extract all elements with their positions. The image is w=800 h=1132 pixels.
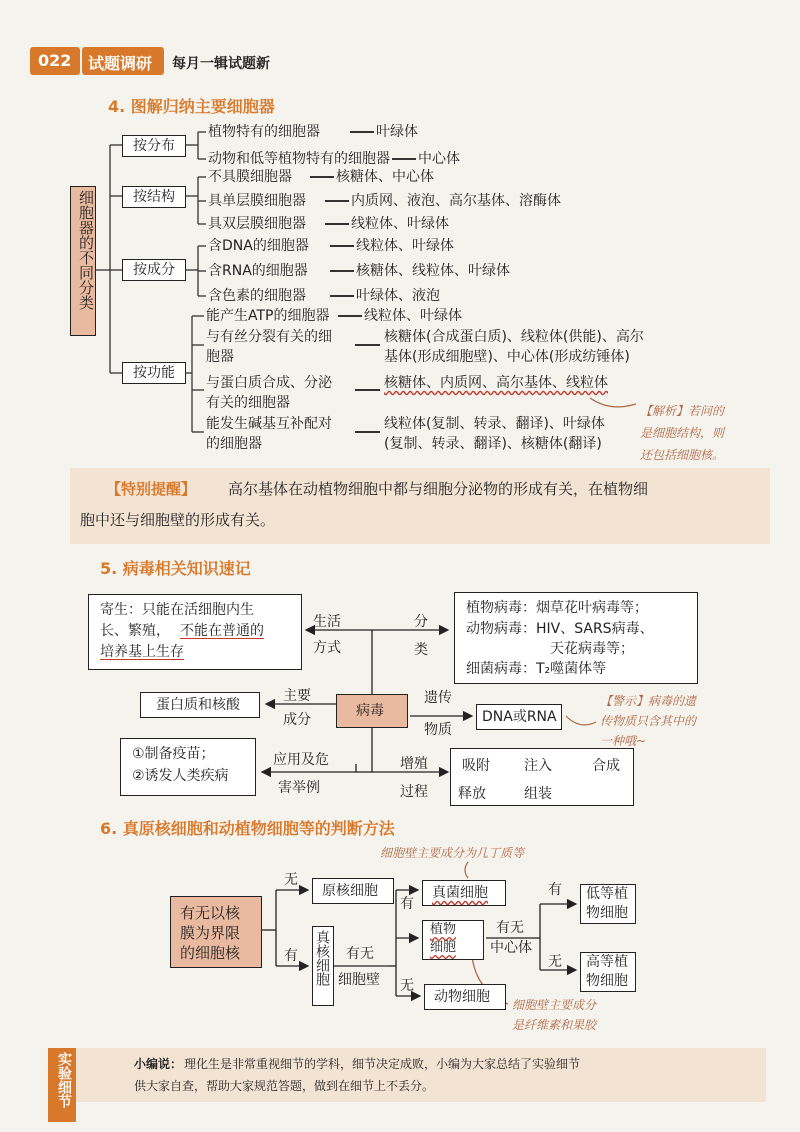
organelle-item-value: 内质网、液泡、高尔基体、溶酶体 xyxy=(351,193,561,209)
section4-title: 4. 图解归纳主要细胞器 xyxy=(108,97,275,116)
organelle-item-name: 含RNA的细胞器 xyxy=(208,263,308,279)
cat-composition-label: 按成分 xyxy=(133,262,175,278)
fungi-text: 真菌细胞 xyxy=(432,885,488,901)
branch-yes: 有 xyxy=(400,896,414,912)
branch-no: 无 xyxy=(548,954,562,970)
cat-distribution-label: 按分布 xyxy=(133,138,175,154)
application-label: 应用及危 xyxy=(273,752,329,768)
organelle-item-value: 中心体 xyxy=(418,151,460,167)
organelle-item-name: 含DNA的细胞器 xyxy=(208,238,309,254)
organelle-item-name: 具单层膜细胞器 xyxy=(208,193,306,209)
warning-note: 【警示】病毒的遗 xyxy=(600,694,697,708)
analysis-note: 是细胞结构，则 xyxy=(640,426,725,440)
genetic-text: DNA或RNA xyxy=(482,709,557,725)
higher-plant-text: 高等植 xyxy=(586,954,628,970)
reproduction-label: 过程 xyxy=(400,784,428,800)
header-badge-text: 试题调研 xyxy=(88,54,153,73)
warning-note: 一种哦~ xyxy=(600,734,647,748)
organelle-item-value: (复制、转录、翻译)、核糖体(翻译) xyxy=(384,436,602,452)
reminder-tag: 【特别提醒】 xyxy=(106,480,197,498)
parasite-text: 不能在普通的 xyxy=(180,623,264,639)
protein-text: 蛋白质和核酸 xyxy=(156,697,240,713)
reproduction-label: 增殖 xyxy=(400,756,428,772)
footer-side-label: 实验细节 xyxy=(56,1052,72,1108)
genetic-label: 物质 xyxy=(424,722,452,738)
analysis-note: 还包括细胞核。 xyxy=(640,448,725,462)
wall-question: 细胞壁 xyxy=(338,972,380,988)
organelle-item-value: 叶绿体、液泡 xyxy=(356,288,440,304)
step-adsorb: 吸附 xyxy=(462,758,490,774)
organelle-item-value: 线粒体、叶绿体 xyxy=(356,238,454,254)
page-number: 022 xyxy=(38,51,72,70)
organelle-item-value: 核糖体、内质网、高尔基体、线粒体 xyxy=(384,375,608,391)
editor-text: 供大家自查，帮助大家规范答题，做到在细节上不丢分。 xyxy=(134,1079,435,1093)
plant-virus-text: 植物病毒：烟草花叶病毒等； xyxy=(466,600,648,616)
lower-plant-text: 低等植 xyxy=(586,886,628,902)
nucleus-question-text: 膜为界限 xyxy=(180,924,241,942)
analysis-note: 【解析】若问的 xyxy=(640,404,725,418)
life-label: 方式 xyxy=(313,640,341,656)
branch-yes: 有 xyxy=(284,948,298,964)
classification-label: 类 xyxy=(414,642,428,658)
branch-no: 无 xyxy=(400,978,414,994)
organelle-item-name: 与蛋白质合成、分泌 xyxy=(206,375,332,391)
organelle-item-value: 核糖体(合成蛋白质)、线粒体(供能)、高尔 xyxy=(384,329,644,345)
cat-function-label: 按功能 xyxy=(133,365,175,381)
organelle-item-name: 的细胞器 xyxy=(206,436,262,452)
organelle-item-value: 线粒体、叶绿体 xyxy=(364,308,462,324)
branch-yes: 有 xyxy=(548,882,562,898)
bacterial-virus-text: 细菌病毒：T₂噬菌体等 xyxy=(466,661,607,677)
organelle-item-value: 叶绿体 xyxy=(376,124,418,140)
life-label: 生活 xyxy=(313,614,341,630)
plant-wall-note: 是纤维素和果胶 xyxy=(512,1018,597,1032)
animal-virus-text: 动物病毒：HIV、SARS病毒、 xyxy=(466,621,654,637)
organelle-item-name: 能产生ATP的细胞器 xyxy=(206,308,330,324)
organelle-item-name: 含色素的细胞器 xyxy=(208,288,306,304)
editor-label: 小编说： xyxy=(134,1057,183,1071)
organelle-item-value: 线粒体、叶绿体 xyxy=(351,216,449,232)
reminder-text: 胞中还与细胞壁的形成有关。 xyxy=(80,511,276,529)
classification-label: 分 xyxy=(414,614,428,630)
centriole-question: 中心体 xyxy=(490,940,532,956)
step-release: 释放 xyxy=(458,786,486,802)
organelle-item-name: 有关的细胞器 xyxy=(206,395,290,411)
editor-text: 理化生是非常重视细节的学科，细节决定成败，小编为大家总结了实验细节 xyxy=(184,1057,581,1071)
organelle-item-name: 不具膜细胞器 xyxy=(208,169,292,185)
plant-cell-text: 植物 xyxy=(430,922,457,937)
genetic-label: 遗传 xyxy=(424,690,452,706)
organelle-item-name: 动物和低等植物特有的细胞器 xyxy=(208,151,390,167)
organelle-item-name: 具双层膜细胞器 xyxy=(208,216,306,232)
composition-label: 成分 xyxy=(283,712,311,728)
branch-no: 无 xyxy=(284,872,298,888)
organelle-item-name: 能发生碱基互补配对 xyxy=(206,416,332,432)
application-label: 害举例 xyxy=(278,780,320,796)
organelle-item-value: 核糖体、中心体 xyxy=(336,169,434,185)
nucleus-question-text: 有无以核 xyxy=(180,904,241,922)
organelle-item-value: 核糖体、线粒体、叶绿体 xyxy=(356,263,510,279)
animal-cell-text: 动物细胞 xyxy=(434,989,490,1005)
step-inject: 注入 xyxy=(524,758,552,774)
parasite-text: 长、繁殖， xyxy=(100,623,170,639)
organelle-root-label: 细胞器的不同分类 xyxy=(77,190,95,310)
step-assemble: 组装 xyxy=(524,786,552,802)
section5-title: 5. 病毒相关知识速记 xyxy=(100,559,251,578)
page-header xyxy=(30,47,280,77)
application-text: ①制备疫苗； xyxy=(132,746,215,762)
application-text: ②诱发人类疾病 xyxy=(132,768,229,784)
organelle-item-name: 与有丝分裂有关的细 xyxy=(206,329,332,345)
wall-question: 有无 xyxy=(346,946,374,962)
virus-center-label: 病毒 xyxy=(356,703,384,719)
cat-structure-label: 按结构 xyxy=(133,189,175,205)
plant-wall-note: 细胞壁主要成分 xyxy=(512,998,597,1012)
header-subtitle: 每月一辑试题新 xyxy=(172,56,270,72)
plant-cell-text: 细胞 xyxy=(430,940,457,955)
reminder-text: 高尔基体在动植物细胞中都与细胞分泌物的形成有关，在植物细 xyxy=(228,480,649,498)
parasite-text: 寄生：只能在活细胞内生 xyxy=(100,602,254,618)
organelle-item-name: 植物特有的细胞器 xyxy=(208,124,320,140)
centriole-question: 有无 xyxy=(496,920,524,936)
animal-virus-text: 天花病毒等； xyxy=(550,641,634,657)
organelle-item-value: 线粒体(复制、转录、翻译)、叶绿体 xyxy=(384,416,605,432)
organelle-item-value: 基体(形成细胞壁)、中心体(形成纺锤体) xyxy=(384,349,630,365)
nucleus-question-text: 的细胞核 xyxy=(180,944,241,962)
lower-plant-text: 物细胞 xyxy=(586,905,628,921)
prokaryote-text: 原核细胞 xyxy=(322,883,378,899)
step-synthesize: 合成 xyxy=(592,758,620,774)
organelle-item-name: 胞器 xyxy=(206,349,234,365)
warning-note: 传物质只含其中的 xyxy=(600,714,697,728)
composition-label: 主要 xyxy=(283,688,311,704)
higher-plant-text: 物细胞 xyxy=(586,973,628,989)
section6-title: 6. 真原核细胞和动植物细胞等的判断方法 xyxy=(100,819,395,838)
parasite-text: 培养基上生存 xyxy=(100,644,184,660)
fungi-wall-note: 细胞壁主要成分为几丁质等 xyxy=(380,846,525,860)
eukaryote-text: 真核细胞 xyxy=(314,930,330,986)
